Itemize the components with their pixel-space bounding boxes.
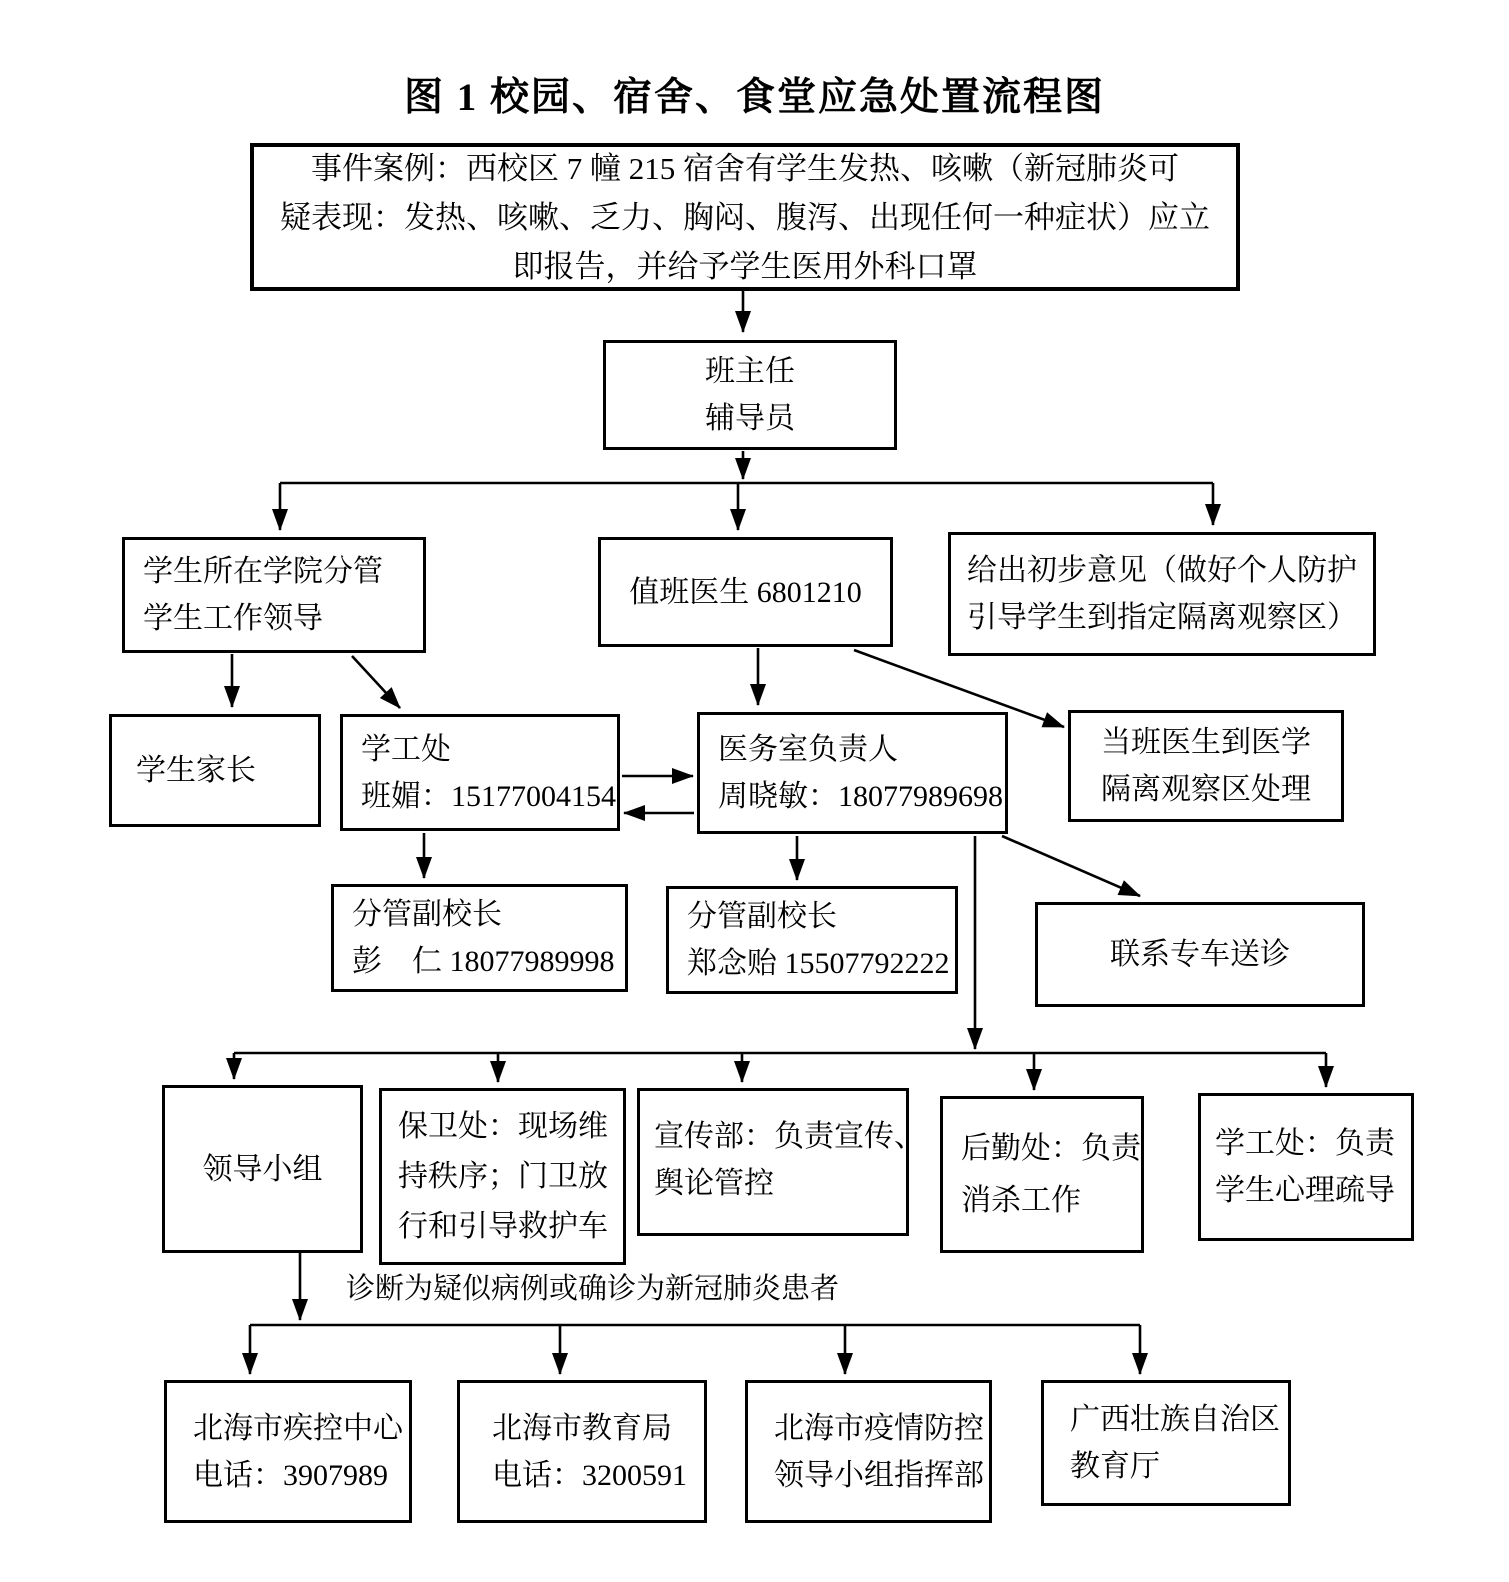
node-event-case [250,143,1240,291]
box-text-line: 行和引导救护车 [398,1209,608,1243]
box-text-line: 医务室负责人 [718,733,898,766]
box-text-line: 联系专车送诊 [1110,938,1290,971]
node-cdc [164,1380,412,1523]
box-text-line: 班主任 [705,355,795,388]
node-leading-group [162,1085,363,1253]
node-clinic-head [697,712,1008,834]
arrow-clinic-to-transfer [1002,836,1140,896]
node-education-dept [1041,1380,1291,1506]
node-logistics-office [940,1096,1144,1253]
box-text-line: 分管副校长 [687,900,837,933]
node-duty-doctor [598,537,893,647]
box-text-line: 北海市疫情防控 [774,1411,984,1445]
box-text-line: 学生工作领导 [143,602,323,635]
box-text-line: 郑念贻 15507792222 [687,947,950,980]
box-text-line: 教育厅 [1070,1450,1160,1483]
node-head-teacher [603,340,897,450]
box-text-line: 当班医生到医学 [1101,726,1311,759]
box-text-line: 领导小组指挥部 [774,1458,984,1492]
box-text-line: 电话：3907989 [193,1458,388,1492]
box-text-line: 班媚：15177004154 [361,779,616,813]
box-text-line: 值班医生 6801210 [629,575,862,609]
box-text-line: 周晓敏：18077989698 [718,780,1003,813]
box-text-line: 学生家长 [136,754,256,787]
node-security-office [379,1088,626,1265]
box-text-line: 引导学生到指定隔离观察区） [967,601,1357,634]
box-text-line: 领导小组 [202,1152,323,1186]
node-publicity-dept [637,1088,924,1236]
box-text-line: 北海市教育局 [492,1411,672,1445]
box-text-line: 广西壮族自治区 [1070,1403,1280,1436]
box-text-line: 电话：3200591 [492,1458,687,1492]
box-text-line: 学工处 [361,732,451,766]
box-text-line: 学生心理疏导 [1215,1174,1395,1207]
label-diagnosis: 诊断为疑似病例或确诊为新冠肺炎患者 [346,1273,840,1305]
box-text-line: 持秩序；门卫放 [398,1159,608,1193]
box-text-line: 彭 仁 18077989998 [352,945,615,978]
box-text-line: 舆论管控 [654,1167,774,1200]
node-initial-opinion [948,532,1376,656]
node-student-parents [109,714,321,827]
node-student-affairs-office [340,714,620,831]
box-text-line: 学工处：负责 [1215,1127,1395,1160]
box-text-line: 北海市疾控中心 [193,1411,403,1445]
box-text-line: 疑表现：发热、咳嗽、乏力、胸闷、腹泻、出现任何一种症状）应立 [280,199,1210,235]
box-text-line: 保卫处：现场维 [398,1109,608,1143]
box-text-line: 辅导员 [705,402,795,435]
box-text-line: 即报告，并给予学生医用外科口罩 [512,248,978,284]
box-text-line: 后勤处：负责 [961,1131,1141,1165]
box-text-line: 给出初步意见（做好个人防护 [967,554,1357,587]
node-special-vehicle [1035,902,1365,1007]
node-college-leader [122,537,426,653]
node-vice-principal-peng [331,884,628,992]
box-text-line: 宣传部：负责宣传、 [654,1120,924,1153]
arrow-college-to-student-affairs [352,656,400,708]
box-text-line: 学生所在学院分管 [143,555,383,588]
box-text-line: 分管副校长 [352,898,502,931]
node-education-bureau [457,1380,707,1523]
node-epidemic-hq [745,1380,992,1523]
box-text-line: 事件案例：西校区 7 幢 215 宿舍有学生发热、咳嗽（新冠肺炎可 [311,150,1179,186]
node-counseling [1198,1093,1414,1241]
node-vice-principal-zheng [666,886,958,994]
box-text-line: 隔离观察区处理 [1101,773,1311,806]
diagram-title: 图 1 校园、宿舍、食堂应急处置流程图 [403,76,1105,119]
box-text-line: 消杀工作 [961,1183,1081,1217]
node-medical-observation [1068,710,1344,822]
